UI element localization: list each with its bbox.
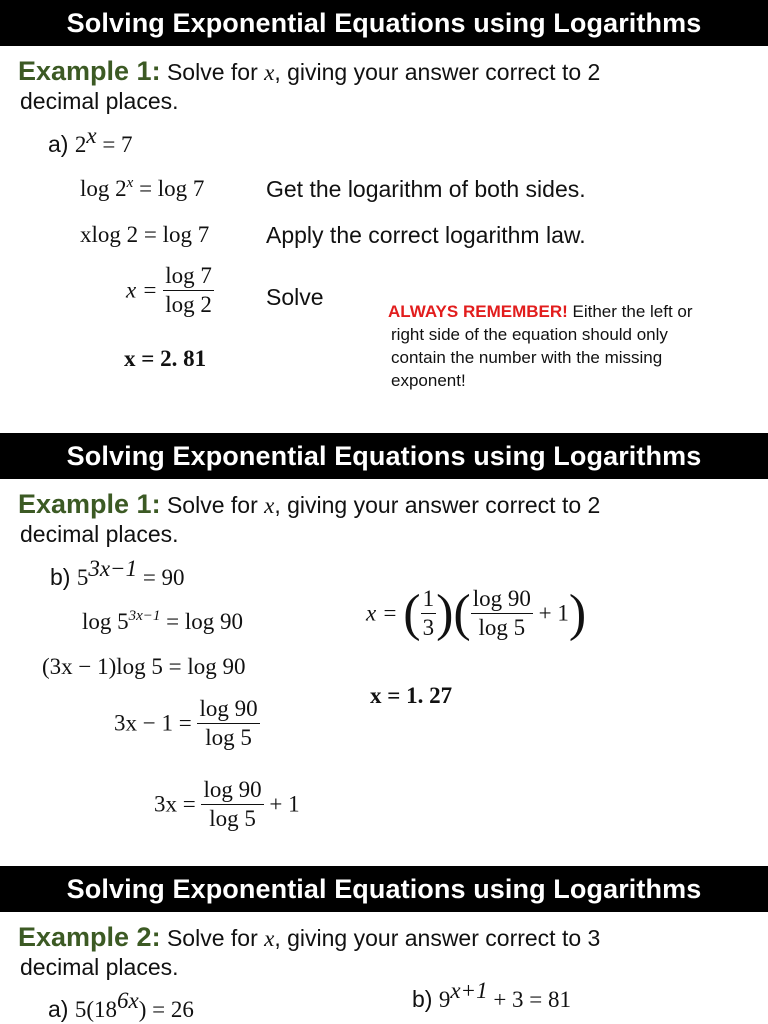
fraction (201, 776, 263, 833)
equation-rhs: = 90 (137, 565, 185, 590)
example-1b-prompt (18, 489, 600, 521)
section-2-banner: Solving Exponential Equations using Logarithms (0, 433, 768, 479)
equation-exponent: 3x−1 (88, 556, 138, 581)
equation-rhs: = 7 (96, 132, 133, 157)
solve-step (126, 262, 214, 319)
numerator: log 90 (203, 777, 262, 802)
prompt-variable: x (264, 60, 275, 85)
step-exponent: 3x−1 (128, 608, 161, 624)
reminder-text: Either the left or (567, 302, 693, 321)
denominator: 3 (422, 615, 435, 640)
example-label: Example 2: (18, 922, 161, 952)
step-text: log 5 (82, 609, 129, 634)
answer-1a: x = 2. 81 (124, 346, 207, 371)
fraction (471, 585, 533, 642)
equation-exponent: 6x (117, 988, 139, 1013)
reminder-box (388, 300, 693, 392)
solve-lhs: x = (126, 277, 164, 303)
step-text: = log 7 (133, 176, 205, 201)
paren-close: ) (436, 585, 454, 642)
reminder-heading: ALWAYS REMEMBER! (388, 302, 568, 321)
denominator: log 5 (197, 723, 259, 752)
ex2-part-a (48, 988, 194, 1023)
step-text: log 2 (80, 176, 127, 201)
denominator: log 5 (201, 804, 263, 833)
solve-note: Solve (266, 284, 324, 310)
step-rhs: + 1 (263, 791, 300, 817)
part-label: a) (48, 996, 75, 1022)
denominator: log 5 (471, 613, 533, 642)
example-label: Example 1: (18, 489, 161, 519)
ex2-part-b (412, 978, 572, 1013)
part-b-equation (50, 556, 185, 591)
numerator: log 7 (165, 263, 212, 288)
section-3-banner: Solving Exponential Equations using Logarithms (0, 866, 768, 912)
step-1-math (80, 176, 204, 202)
example-label: Example 1: (18, 56, 161, 86)
step-lhs: 3x = (154, 791, 202, 817)
prompt-text: Solve for (160, 59, 265, 85)
equation-text: ) = 26 (138, 997, 194, 1022)
prompt-text: , giving your answer correct to 2 (274, 59, 601, 85)
numerator: log 90 (472, 586, 531, 611)
equation-text: + 3 = 81 (487, 987, 572, 1012)
section-1-banner: Solving Exponential Equations using Logarithms (0, 0, 768, 46)
b-step-1 (82, 609, 243, 635)
equation-exponent: x+1 (450, 978, 488, 1003)
part-a-equation (48, 123, 133, 158)
b-result (366, 584, 586, 643)
prompt-variable: x (264, 493, 275, 518)
part-label: b) (412, 986, 439, 1012)
reminder-line: right side of the equation should only (391, 325, 668, 344)
prompt-text: Solve for (160, 492, 265, 518)
step-2-math: xlog 2 = log 7 (80, 222, 210, 247)
step-lhs: 3x − 1 = (114, 710, 198, 736)
reminder-line: exponent! (391, 371, 466, 390)
example-2-prompt (18, 922, 600, 954)
example-1a-prompt (18, 56, 600, 88)
prompt-text: , giving your answer correct to 3 (274, 925, 601, 951)
step-2-note: Apply the correct logarithm law. (266, 222, 586, 248)
prompt-line-2: decimal places. (20, 88, 179, 114)
answer-1b: x = 1. 27 (370, 683, 453, 708)
numerator: log 90 (199, 696, 258, 721)
reminder-line: contain the number with the missing (391, 348, 663, 367)
equation-base: 5 (76, 565, 89, 590)
equation-exponent: x (86, 123, 97, 148)
result-plus: + 1 (532, 600, 569, 626)
step-text: = log 90 (160, 609, 244, 634)
prompt-line-2: decimal places. (20, 954, 179, 980)
paren-open: ( (403, 585, 421, 642)
numerator: 1 (422, 586, 435, 611)
prompt-line-2: decimal places. (20, 521, 179, 547)
step-exponent: x (126, 175, 134, 191)
equation-text: 5(18 (74, 997, 118, 1022)
prompt-text: Solve for (160, 925, 265, 951)
equation-base: 9 (438, 987, 451, 1012)
b-step-4 (154, 776, 300, 833)
part-label: a) (48, 131, 75, 157)
prompt-text: , giving your answer correct to 2 (274, 492, 601, 518)
fraction (421, 585, 437, 642)
paren-close: ) (568, 585, 587, 642)
equation-base: 2 (74, 132, 87, 157)
prompt-variable: x (264, 926, 275, 951)
paren-open: ( (453, 585, 471, 642)
part-label: b) (50, 564, 77, 590)
b-step-3 (114, 695, 260, 752)
fraction (163, 262, 214, 319)
fraction (197, 695, 259, 752)
b-step-2: (3x − 1)log 5 = log 90 (42, 654, 246, 679)
step-1-note: Get the logarithm of both sides. (266, 176, 586, 202)
denominator: log 2 (165, 292, 212, 317)
result-lhs: x = (366, 600, 404, 626)
